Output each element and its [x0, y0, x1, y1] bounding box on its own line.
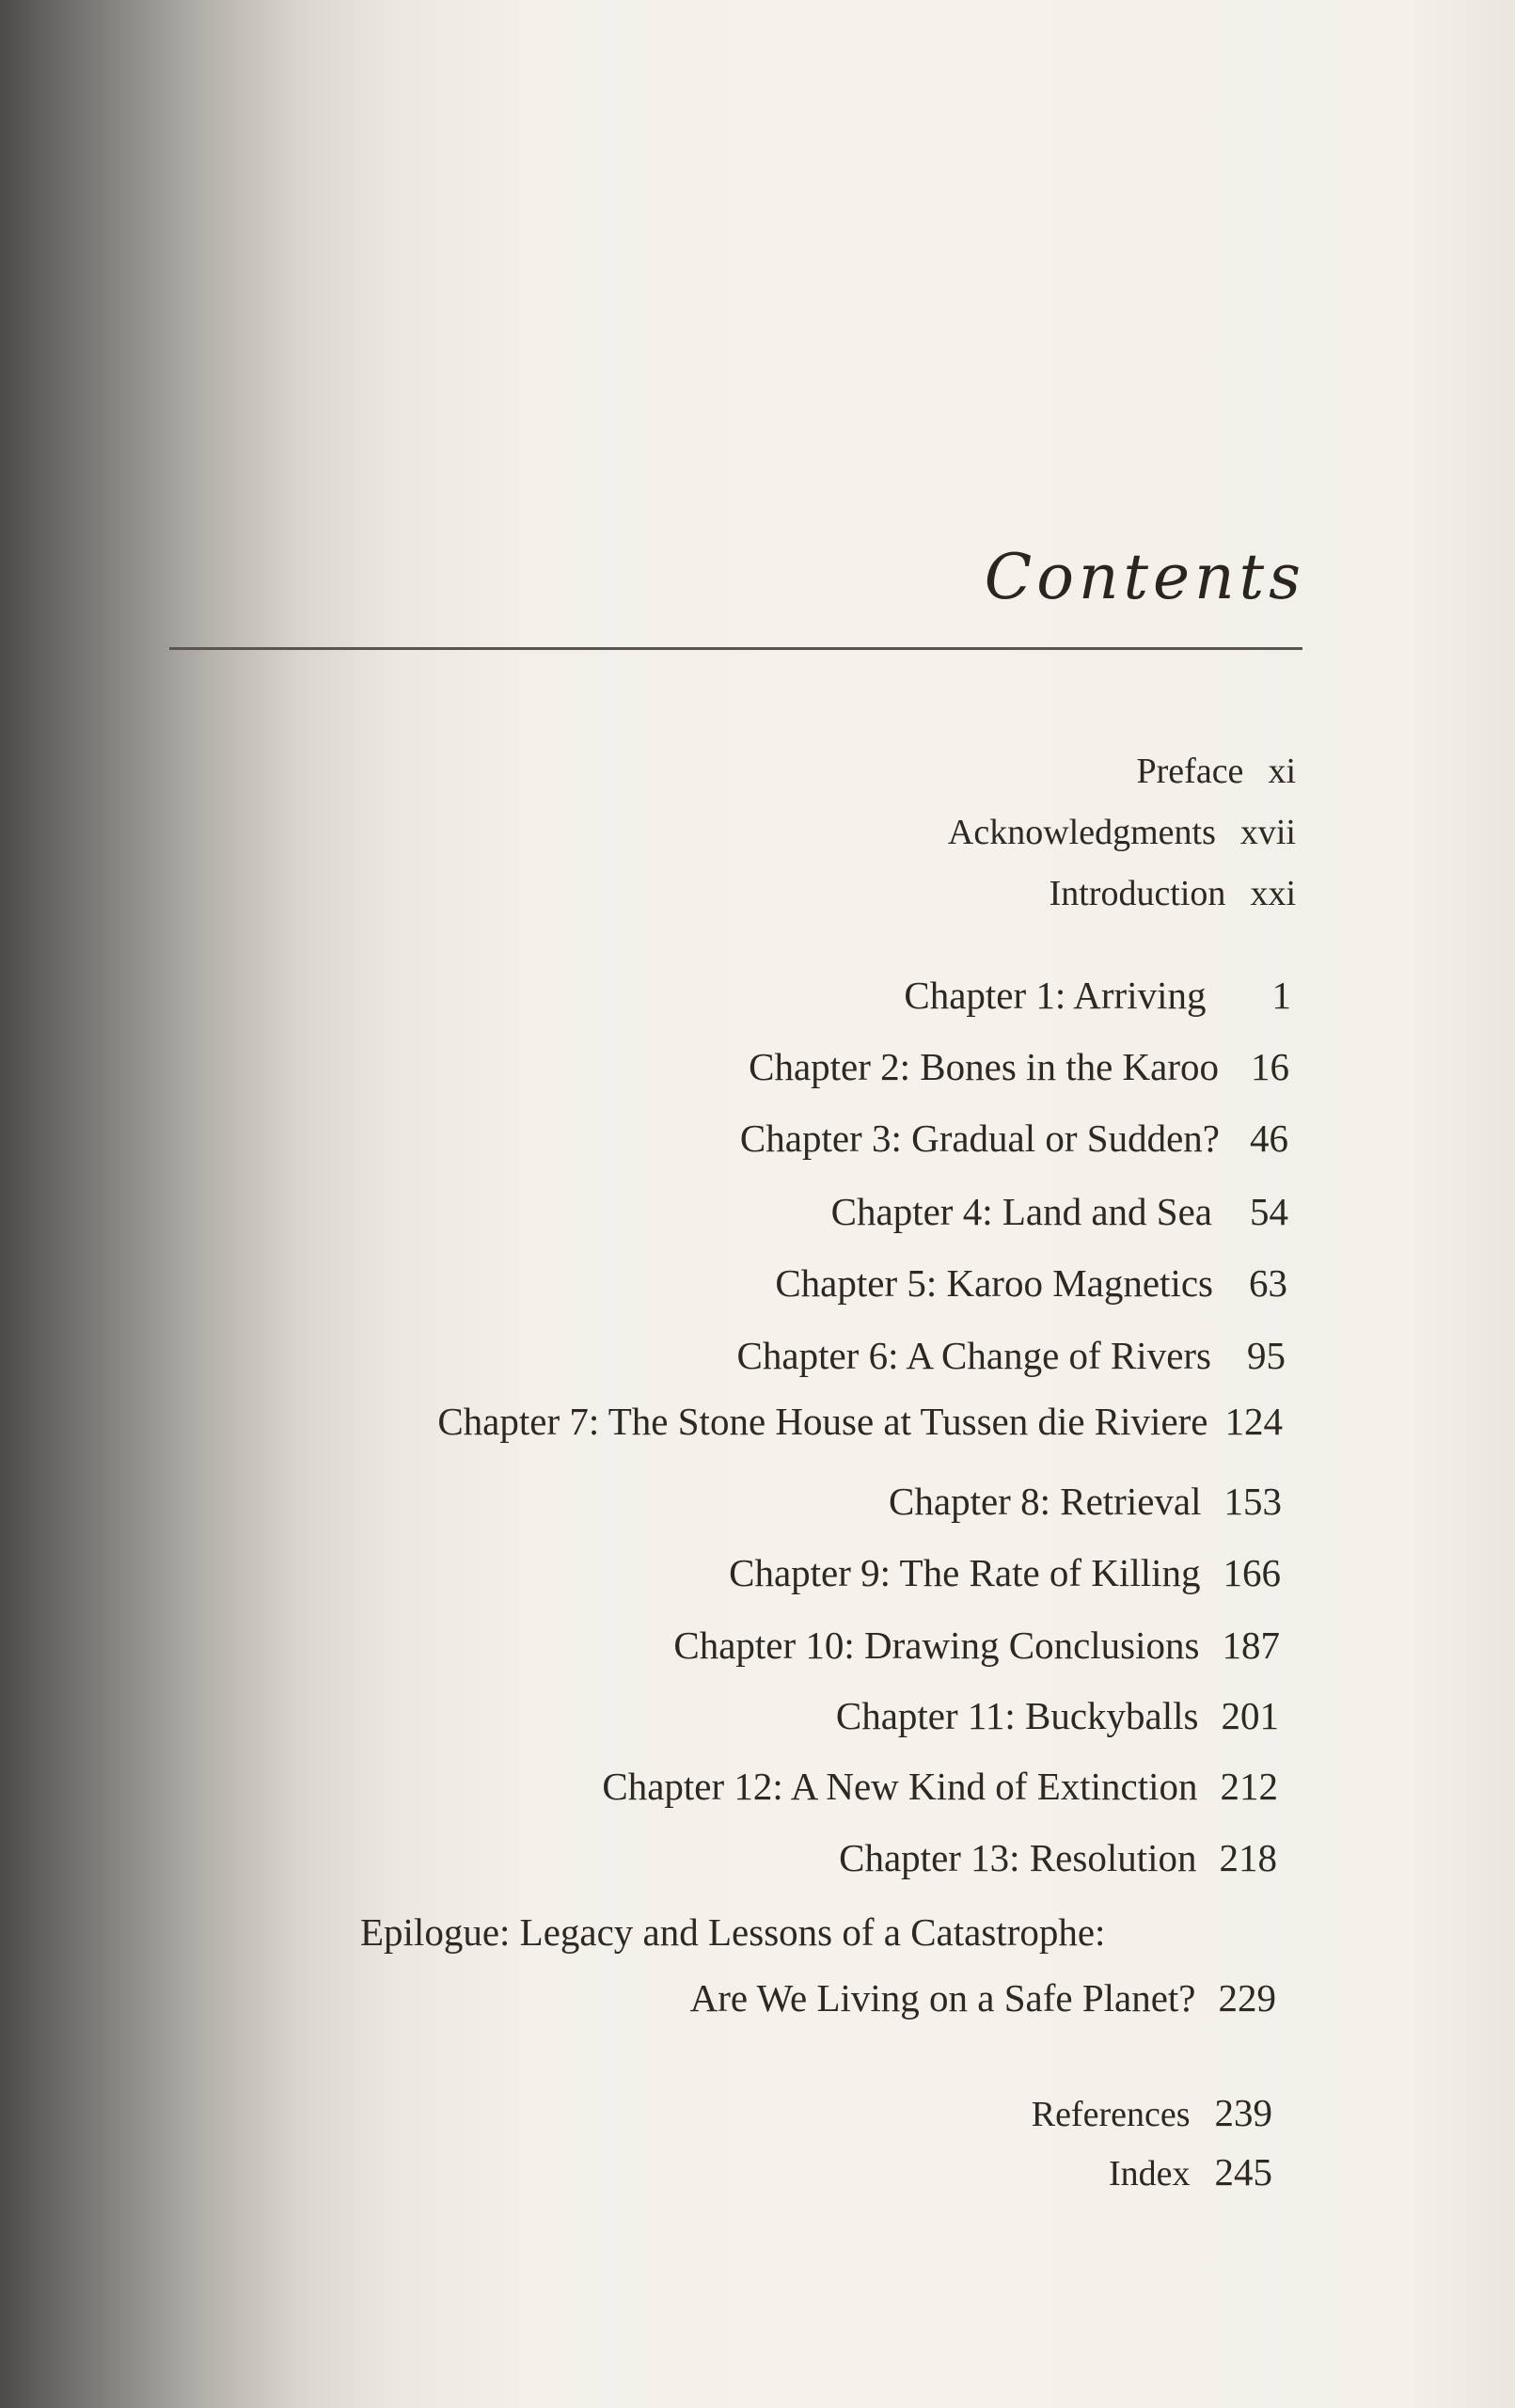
- toc-entry-page: 229: [1218, 1976, 1276, 2020]
- toc-entry-chapter-9: [729, 1551, 1281, 1594]
- toc-entry-page: 46: [1250, 1117, 1288, 1160]
- toc-entry-label: Chapter 7: The Stone House at Tussen die Riviere: [437, 1400, 1208, 1443]
- toc-entry-label: Chapter 8: Retrieval: [889, 1480, 1202, 1523]
- toc-entry-label: References: [1031, 2095, 1191, 2134]
- toc-entry-label: Chapter 2: Bones in the Karoo: [749, 1045, 1219, 1088]
- toc-entry-label: Chapter 11: Buckyballs: [835, 1694, 1199, 1737]
- toc-entry-label: Chapter 5: Karoo Magnetics: [775, 1261, 1213, 1305]
- toc-entry-page: 1: [1271, 974, 1291, 1017]
- toc-entry-page: 218: [1219, 1836, 1277, 1879]
- toc-entry-label: Chapter 10: Drawing Conclusions: [673, 1624, 1200, 1667]
- heading-rule: [169, 647, 1302, 650]
- toc-entry-references: [1031, 2091, 1272, 2134]
- toc-entry-page: 187: [1222, 1624, 1280, 1667]
- toc-entry-preface: [1137, 753, 1296, 789]
- toc-entry-chapter-12: [602, 1767, 1278, 1806]
- toc-entry-page: 124: [1224, 1400, 1283, 1443]
- toc-entry-introduction: [1049, 876, 1296, 911]
- toc-entry-label: Are We Living on a Safe Planet?: [689, 1976, 1196, 2020]
- toc-entry-page: 153: [1223, 1480, 1282, 1523]
- toc-entry-label: Chapter 9: The Rate of Killing: [729, 1551, 1201, 1594]
- toc-entry-page: xi: [1268, 752, 1296, 791]
- toc-entry-page: 54: [1250, 1190, 1288, 1233]
- toc-entry-page: 166: [1223, 1551, 1281, 1594]
- contents-heading: Contents: [984, 541, 1305, 613]
- toc-entry-label: Preface: [1136, 752, 1244, 791]
- toc-entry-chapter-13: [839, 1836, 1277, 1879]
- toc-entry-label: Introduction: [1049, 874, 1226, 913]
- toc-entry-label: Chapter 13: Resolution: [839, 1836, 1197, 1879]
- toc-entry-acknowledgments: [948, 815, 1296, 850]
- toc-entry-page: xvii: [1239, 813, 1296, 852]
- toc-entry-label: Chapter 1: Arriving: [904, 974, 1207, 1017]
- toc-entry-index: [1108, 2150, 1272, 2194]
- toc-entry-page: 239: [1214, 2091, 1272, 2134]
- toc-entry-epilogue-line1: [360, 1910, 1106, 1954]
- toc-entry-page: 16: [1251, 1045, 1289, 1088]
- toc-entry-label: Chapter 12: A New Kind of Extinction: [602, 1765, 1198, 1808]
- toc-entry-chapter-4: [830, 1190, 1288, 1233]
- toc-entry-page: 212: [1220, 1765, 1278, 1808]
- toc-entry-label: Chapter 3: Gradual or Sudden?: [739, 1117, 1220, 1160]
- toc-entry-epilogue-line2: [689, 1976, 1276, 2020]
- toc-entry-page: xxi: [1250, 874, 1296, 913]
- toc-entry-page: 245: [1214, 2150, 1272, 2194]
- toc-entry-chapter-11: [835, 1694, 1279, 1737]
- toc-entry-chapter-1: [904, 976, 1291, 1015]
- toc-entry-chapter-7: [437, 1402, 1283, 1441]
- toc-entry-chapter-10: [673, 1626, 1280, 1665]
- toc-entry-page: 201: [1221, 1694, 1279, 1737]
- toc-entry-label: Index: [1108, 2154, 1191, 2194]
- toc-entry-label: Acknowledgments: [947, 813, 1216, 852]
- toc-entry-page: 63: [1249, 1261, 1287, 1305]
- toc-entry-chapter-2: [749, 1045, 1289, 1088]
- toc-entry-chapter-5: [775, 1261, 1287, 1305]
- toc-entry-label: Epilogue: Legacy and Lessons of a Catastrophe:: [360, 1910, 1106, 1954]
- toc-entry-chapter-3: [740, 1119, 1288, 1158]
- toc-entry-label: Chapter 6: A Change of Rivers: [736, 1334, 1211, 1377]
- toc-entry-label: Chapter 4: Land and Sea: [830, 1190, 1212, 1233]
- toc-entry-page: 95: [1247, 1334, 1286, 1377]
- toc-entry-chapter-6: [736, 1334, 1286, 1377]
- toc-entry-chapter-8: [889, 1482, 1282, 1521]
